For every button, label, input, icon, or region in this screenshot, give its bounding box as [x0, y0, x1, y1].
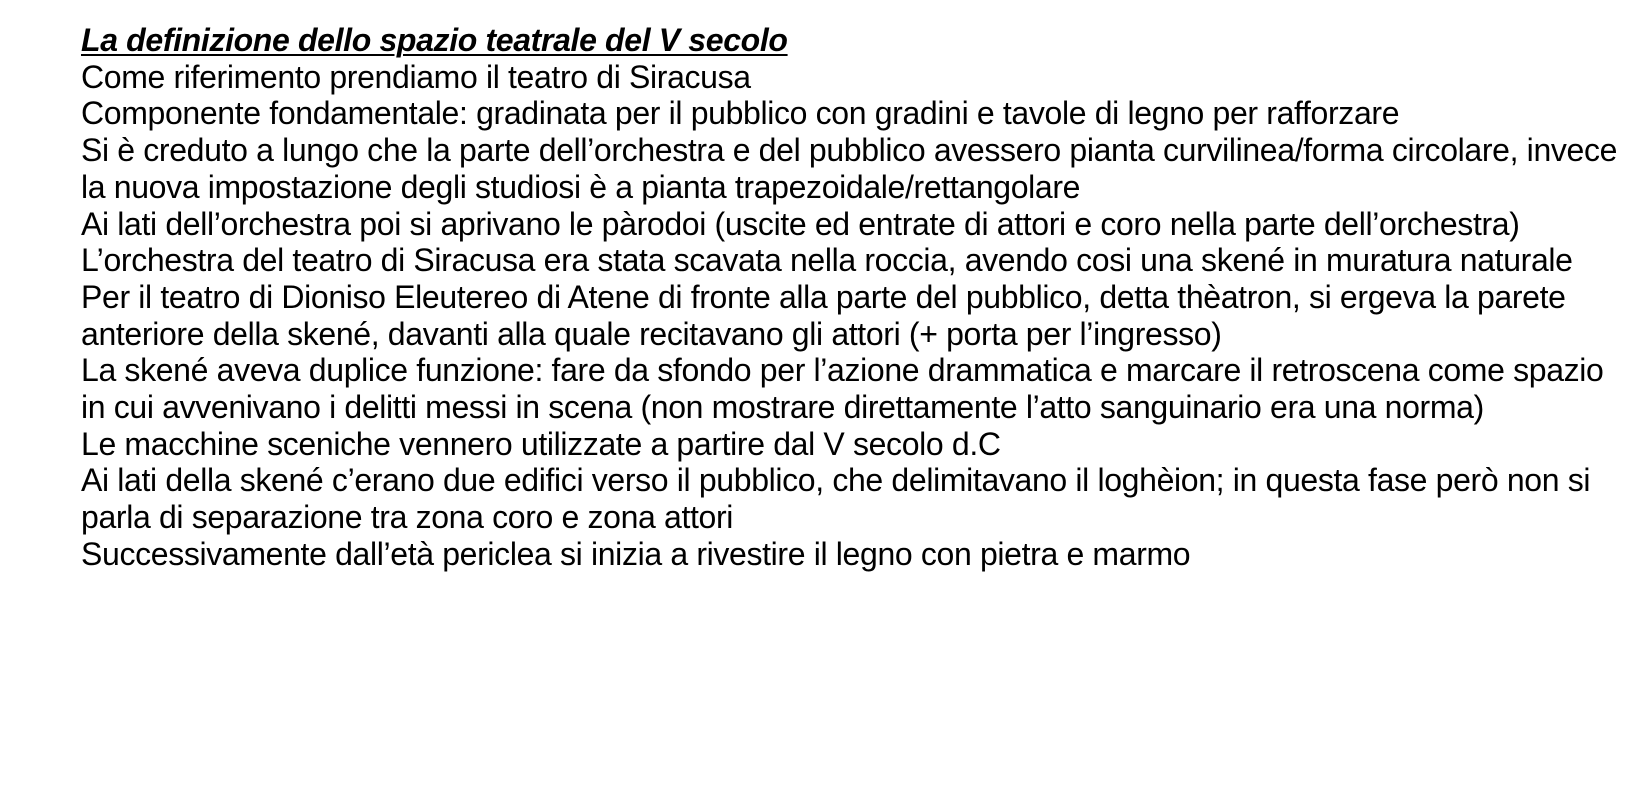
paragraph-gradinata: Componente fondamentale: gradinata per il pubblico con gradini e tavole di legno per rafforzare — [81, 95, 1400, 132]
document-title: La definizione dello spazio teatrale del V secolo — [81, 22, 788, 58]
paragraph-macchine-sceniche: Le macchine sceniche vennero utilizzate a partire dal V secolo d.C — [81, 425, 1001, 462]
paragraph-logheion: Ai lati della skené c’erano due edifici verso il pubblico, che delimitavano il loghèion; in questa fase però non si parla di separazione tra zona coro e zona attori — [81, 462, 1591, 536]
paragraph-teatro-dioniso: Per il teatro di Dioniso Eleutereo di Atene di fronte alla parte del pubblico, detta thèatron, si ergeva la parete anteriore della skené, davanti alla quale recitavano gli attori (+ porta per l’ingresso) — [81, 278, 1566, 352]
paragraph-eta-periclea: Successivamente dall’età periclea si inizia a rivestire il legno con pietra e marmo — [81, 535, 1191, 572]
paragraph-orchestra-roccia: L’orchestra del teatro di Siracusa era stata scavata nella roccia, avendo cosi una skené in muratura naturale — [81, 242, 1573, 279]
paragraph-siracusa-reference: Come riferimento prendiamo il teatro di Siracusa — [81, 58, 751, 95]
paragraph-skene-funzione: La skené aveva duplice funzione: fare da sfondo per l’azione drammatica e marcare il retroscena come spazio in cui avvenivano i delitti messi in scena (non mostrare direttamente l’atto sanguinario era una norma) — [81, 352, 1604, 426]
document-body — [81, 22, 1626, 573]
paragraph-pianta: Si è creduto a lungo che la parte dell’orchestra e del pubblico avessero pianta curvilinea/forma circolare, invece la nuova impostazione degli studiosi è a pianta trapezoidale/rettangolare — [81, 132, 1618, 205]
paragraph-parodoi: Ai lati dell’orchestra poi si aprivano le pàrodoi (uscite ed entrate di attori e coro nella parte dell’orchestra) — [81, 205, 1520, 242]
